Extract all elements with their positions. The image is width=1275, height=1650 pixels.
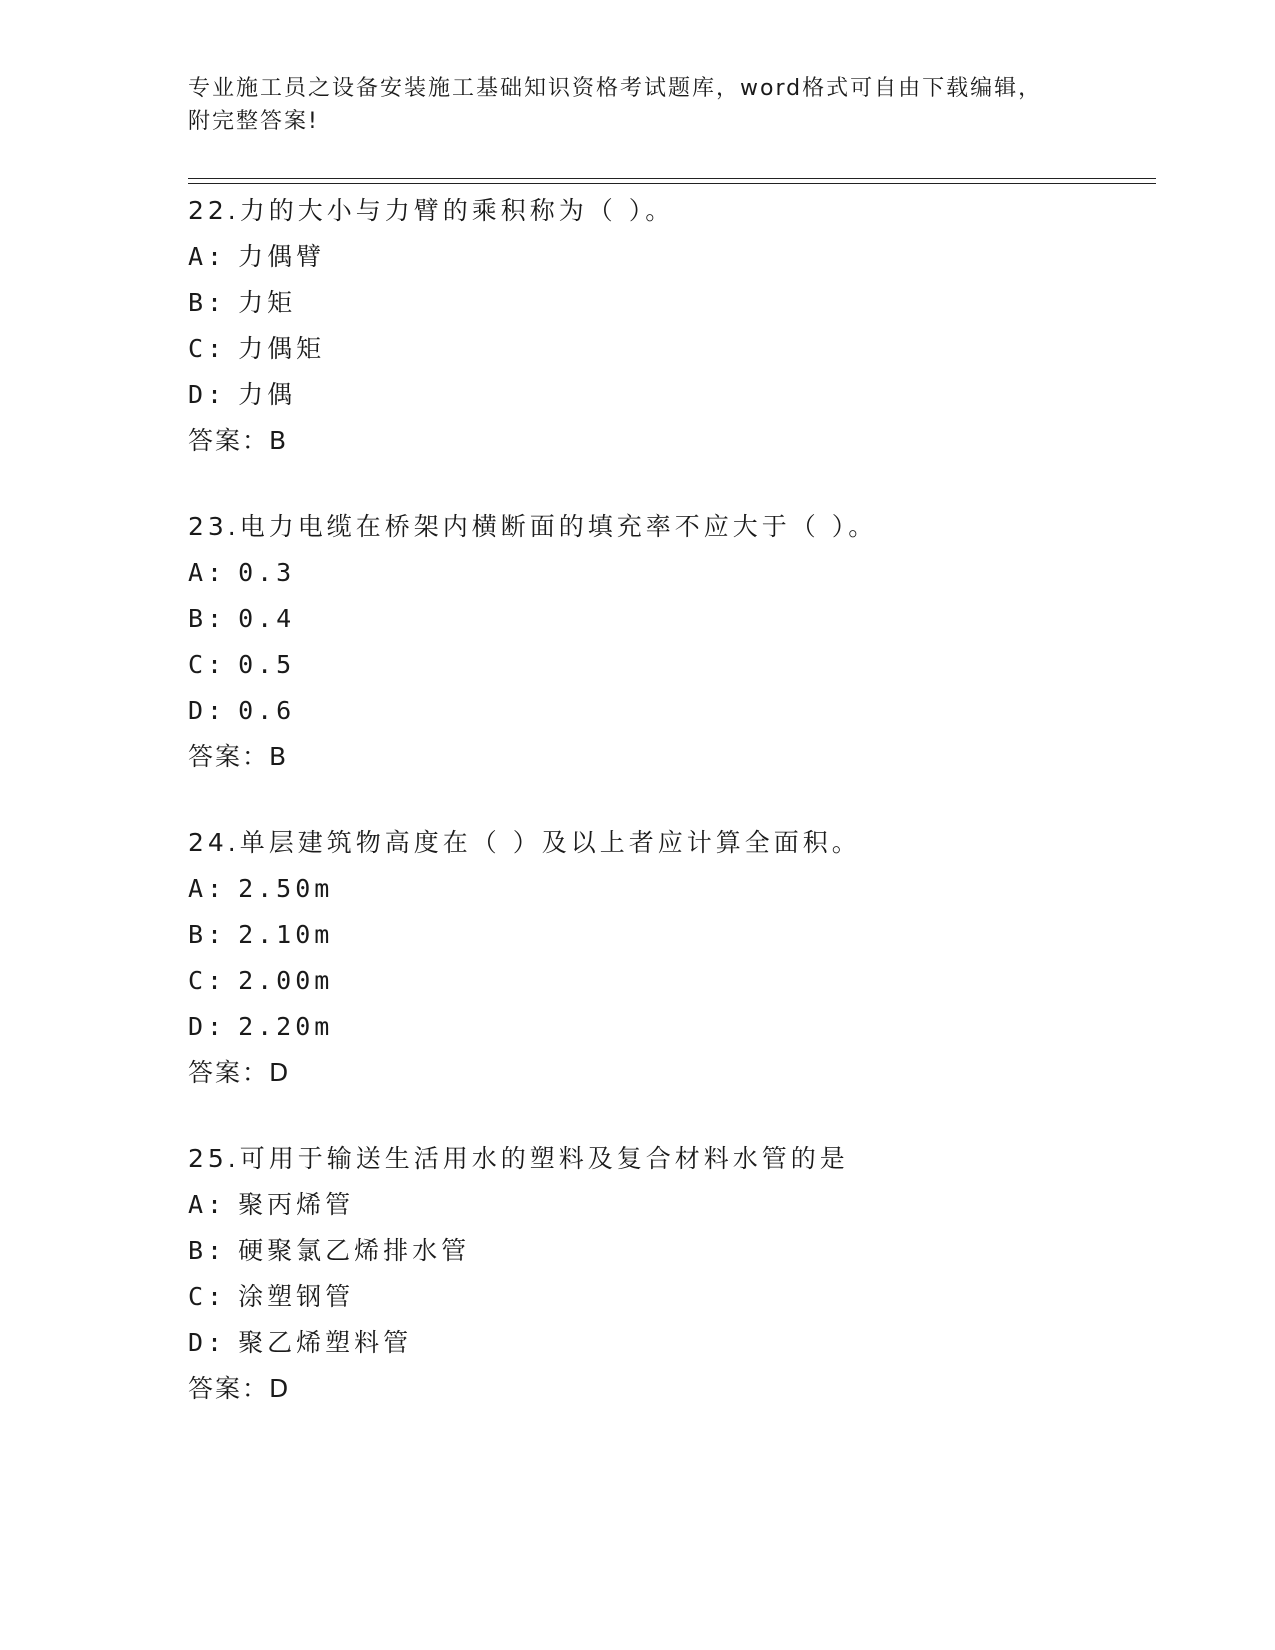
option-text: 硬聚氯乙烯排水管: [238, 1236, 471, 1265]
option-letter: B:: [188, 288, 227, 317]
option-a: [188, 550, 1148, 596]
option-c: [188, 958, 1148, 1004]
option-a: [188, 234, 1148, 280]
option-text: 涂塑钢管: [238, 1282, 355, 1311]
option-text: 2.50m: [238, 874, 334, 903]
option-d: [188, 372, 1148, 418]
question-stem: 24.单层建筑物高度在（ ）及以上者应计算全面积。: [188, 828, 861, 857]
question-stem: 23.电力电缆在桥架内横断面的填充率不应大于（ ）。: [188, 512, 878, 541]
question-22: [188, 188, 1148, 464]
option-letter: D:: [188, 1012, 227, 1041]
option-letter: B:: [188, 1236, 227, 1265]
option-letter: D:: [188, 380, 227, 409]
option-letter: A:: [188, 874, 227, 903]
option-text: 聚乙烯塑料管: [238, 1328, 413, 1357]
answer-label: 答案：: [188, 1058, 270, 1087]
option-letter: C:: [188, 650, 227, 679]
header-divider-top: [188, 178, 1156, 179]
option-letter: B:: [188, 920, 227, 949]
question-stem: 25.可用于输送生活用水的塑料及复合材料水管的是: [188, 1144, 849, 1173]
option-letter: C:: [188, 966, 227, 995]
option-d: [188, 1004, 1148, 1050]
option-text: 力矩: [238, 288, 297, 317]
option-c: [188, 326, 1148, 372]
option-letter: C:: [188, 334, 227, 363]
document-header: [188, 72, 1088, 138]
option-text: 0.3: [238, 558, 296, 587]
option-letter: A:: [188, 242, 227, 271]
answer-value: B: [269, 742, 289, 771]
option-text: 力偶: [238, 380, 297, 409]
option-text: 0.5: [238, 650, 296, 679]
answer-label: 答案：: [188, 426, 270, 455]
option-letter: D:: [188, 696, 227, 725]
option-a: [188, 866, 1148, 912]
answer-value: B: [269, 426, 289, 455]
answer-value: D: [269, 1374, 291, 1403]
option-letter: D:: [188, 1328, 227, 1357]
question-23: [188, 504, 1148, 780]
question-stem: 22.力的大小与力臂的乘积称为（ ）。: [188, 196, 675, 225]
option-c: [188, 1274, 1148, 1320]
option-d: [188, 1320, 1148, 1366]
answer-line: [188, 418, 1148, 464]
option-text: 2.00m: [238, 966, 334, 995]
option-letter: A:: [188, 1190, 227, 1219]
header-line-2: 附完整答案!: [188, 109, 319, 134]
option-d: [188, 688, 1148, 734]
answer-label: 答案：: [188, 1374, 270, 1403]
answer-label: 答案：: [188, 742, 270, 771]
option-b: [188, 1228, 1148, 1274]
option-text: 2.20m: [238, 1012, 334, 1041]
option-text: 力偶矩: [238, 334, 326, 363]
option-letter: A:: [188, 558, 227, 587]
option-text: 2.10m: [238, 920, 334, 949]
answer-line: [188, 1366, 1148, 1412]
answer-value: D: [269, 1058, 291, 1087]
option-letter: B:: [188, 604, 227, 633]
option-text: 力偶臂: [238, 242, 326, 271]
answer-line: [188, 1050, 1148, 1096]
option-letter: C:: [188, 1282, 227, 1311]
option-b: [188, 280, 1148, 326]
option-a: [188, 1182, 1148, 1228]
option-text: 聚丙烯管: [238, 1190, 355, 1219]
option-b: [188, 596, 1148, 642]
option-text: 0.4: [238, 604, 296, 633]
header-divider-bottom: [188, 183, 1156, 184]
header-line-1: 专业施工员之设备安装施工基础知识资格考试题库，word格式可自由下载编辑，: [188, 76, 1043, 101]
question-24: [188, 820, 1148, 1096]
answer-line: [188, 734, 1148, 780]
option-c: [188, 642, 1148, 688]
question-25: [188, 1136, 1148, 1412]
option-b: [188, 912, 1148, 958]
option-text: 0.6: [238, 696, 296, 725]
